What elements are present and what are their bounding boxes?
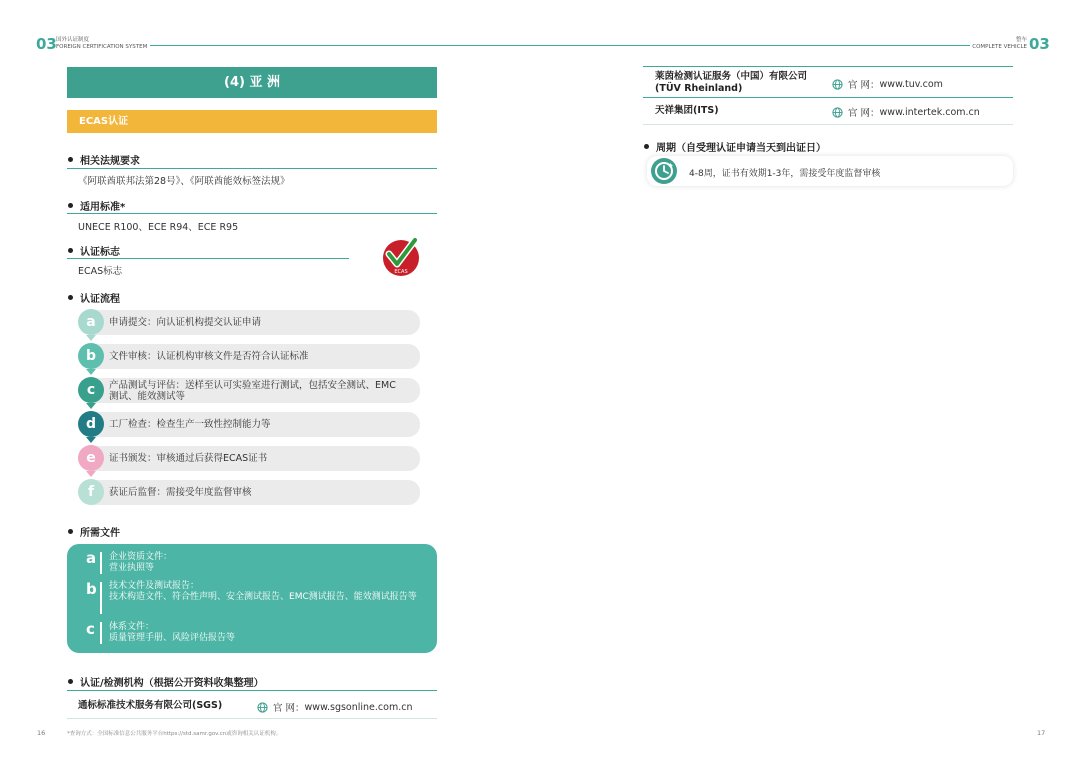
org-name: 通标标准技术服务有限公司(SGS) <box>78 700 223 711</box>
standards-heading <box>67 198 125 213</box>
doc-item-bar <box>100 582 102 614</box>
org-row-divider <box>67 718 437 719</box>
org-site-url[interactable]: www.intertek.com.cn <box>879 106 980 118</box>
mark-text: ECAS标志 <box>78 266 123 277</box>
footnote: *查询方式：全国标准信息公共服务平台https://std.samr.gov.cn或咨询相关认证机构。 <box>67 731 282 737</box>
org-site-prefix: 官 网： <box>848 108 880 119</box>
org-site-url[interactable]: www.tuv.com <box>879 78 943 90</box>
globe-icon <box>832 107 843 118</box>
mark-heading-label: 认证标志 <box>80 247 120 258</box>
bullet-dot <box>644 144 649 149</box>
documents-box <box>67 544 437 653</box>
doc-item-title: 企业资质文件： <box>109 552 173 562</box>
bullet-dot <box>68 203 73 208</box>
process-step-arrow <box>86 369 96 375</box>
standards-underline <box>67 213 437 214</box>
header-left-en: FOREIGN CERTIFICATION SYSTEM <box>56 43 148 50</box>
process-step <box>82 344 420 369</box>
org-name: 莱茵检测认证服务（中国）有限公司 (TÜV Rheinland) <box>655 71 808 94</box>
documents-heading <box>67 524 120 539</box>
org-site <box>832 77 943 91</box>
org-site-prefix: 官 网： <box>273 703 305 714</box>
bullet-dot <box>68 248 73 253</box>
doc-item <box>109 622 425 644</box>
cycle-text: 4-8周，证书有效期1-3年，需接受年度监督审核 <box>689 169 881 179</box>
process-step-letter: d <box>78 411 104 437</box>
header-right-title <box>940 37 1027 50</box>
orgs-right-top-line <box>643 66 1013 67</box>
standards-heading-label: 适用标准* <box>80 202 126 213</box>
org-row-divider <box>643 97 1013 98</box>
doc-item <box>109 552 425 574</box>
bullet-dot <box>68 679 73 684</box>
region-title-banner: (4) 亚 洲 <box>67 67 437 98</box>
process-step <box>82 480 420 505</box>
doc-item-title: 技术文件及测试报告： <box>109 581 200 591</box>
process-step-text: 文件审核：认证机构审核文件是否符合认证标准 <box>109 351 309 362</box>
bullet-dot <box>68 529 73 534</box>
header-right-en: COMPLETE VEHICLE <box>972 43 1027 50</box>
page-number-left: 16 <box>37 729 46 737</box>
cycle-heading-label: 周期（自受理认证申请当天到出证日） <box>656 143 826 154</box>
process-step <box>82 446 420 471</box>
regulations-underline <box>67 168 437 169</box>
cycle-box <box>647 156 1013 186</box>
org-site <box>257 700 412 714</box>
regulations-heading <box>67 152 140 167</box>
header-left-title <box>56 37 147 50</box>
mark-underline <box>67 258 349 259</box>
process-step-arrow <box>86 471 96 477</box>
process-step <box>82 378 420 403</box>
org-row-divider <box>643 124 1013 125</box>
clock-refresh-icon <box>650 157 678 185</box>
process-step-letter: e <box>78 445 104 471</box>
globe-icon <box>832 79 843 90</box>
cycle-heading <box>643 139 826 154</box>
doc-item-detail: 质量管理手册、风险评估报告等 <box>109 633 236 643</box>
process-step <box>82 412 420 437</box>
process-step-arrow <box>86 403 96 409</box>
bullet-dot <box>68 157 73 162</box>
header-rule <box>150 45 970 46</box>
mark-heading <box>67 243 120 258</box>
orgs-heading <box>67 674 264 689</box>
orgs-heading-label: 认证/检测机构（根据公开资料收集整理） <box>80 678 264 689</box>
process-step-letter: f <box>78 479 104 505</box>
regulations-heading-label: 相关法规要求 <box>80 156 140 167</box>
doc-item-bar <box>100 622 102 644</box>
documents-heading-label: 所需文件 <box>80 528 120 539</box>
ecas-logo <box>381 234 421 280</box>
doc-item-letter: a <box>86 549 97 567</box>
process-step-arrow <box>86 437 96 443</box>
process-heading-label: 认证流程 <box>80 294 120 305</box>
org-name: 天祥集团(ITS) <box>655 105 719 116</box>
process-step-arrow <box>86 335 96 341</box>
doc-item-detail: 营业执照等 <box>109 563 155 573</box>
doc-item-detail: 技术构造文件、符合性声明、安全测试报告、EMC测试报告、能效测试报告等 <box>109 592 417 602</box>
org-site-prefix: 官 网： <box>848 80 880 91</box>
bullet-dot <box>68 295 73 300</box>
ecas-logo-text: ECAS <box>394 269 408 275</box>
standards-text: UNECE R100、ECE R94、ECE R95 <box>78 222 239 233</box>
doc-item-letter: b <box>86 580 97 598</box>
process-step-text: 申请提交：向认证机构提交认证申请 <box>109 317 262 328</box>
process-step <box>82 310 420 335</box>
process-step-letter: b <box>78 343 104 369</box>
globe-icon <box>257 702 268 713</box>
org-site-url[interactable]: www.sgsonline.com.cn <box>304 701 413 713</box>
page-number-right: 17 <box>1037 729 1046 737</box>
process-step-letter: a <box>78 309 104 335</box>
process-step-text: 获证后监督：需接受年度监督审核 <box>109 487 252 498</box>
process-heading <box>67 290 120 305</box>
doc-item <box>109 581 425 603</box>
process-step-text: 证书颁发：审核通过后获得ECAS证书 <box>109 453 268 464</box>
doc-item-letter: c <box>86 620 95 638</box>
org-site <box>832 105 980 119</box>
orgs-underline <box>67 690 437 691</box>
regulations-text: 《阿联酋联邦法第28号》、《阿联酋能效标签法规》 <box>78 176 290 187</box>
header-right-chapter-number: 03 <box>1029 35 1050 53</box>
cert-title-banner: ECAS认证 <box>67 110 437 133</box>
process-step-letter: c <box>78 377 104 403</box>
header-left-cn: 国外认证制度 <box>56 37 90 43</box>
doc-item-bar <box>100 552 102 574</box>
process-step-text: 工厂检查：检查生产一致性控制能力等 <box>109 419 271 430</box>
header-left-chapter-number: 03 <box>36 35 57 53</box>
header-right-cn: 整车 <box>1015 37 1027 43</box>
doc-item-title: 体系文件： <box>109 622 155 632</box>
process-step-text: 产品测试与评估：送样至认可实验室进行测试，包括安全测试、EMC测试、能效测试等 <box>109 379 396 402</box>
